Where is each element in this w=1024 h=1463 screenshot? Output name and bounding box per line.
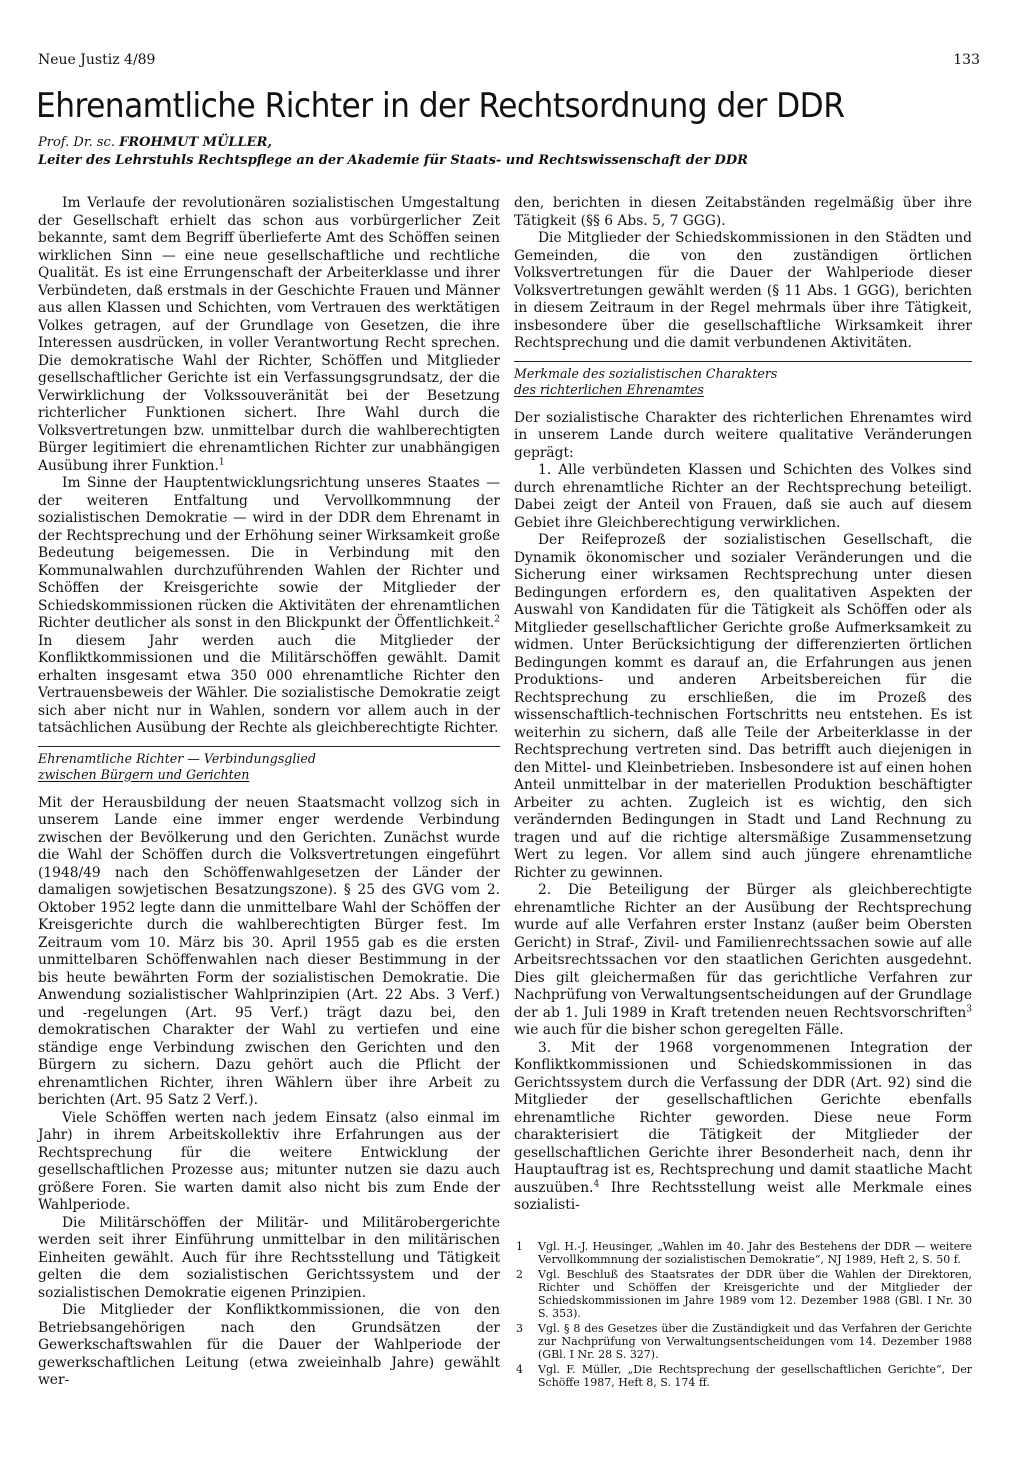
author-name: FROHMUT MÜLLER, <box>119 135 272 150</box>
paragraph: Die Mitglieder der Schiedskommissionen in den Städten und Gemeinden, die von den zuständigen örtlichen Volksvertretungen für die Dauer der Wahlperiode dieser Volksvertretungen gewählt werden (§ 11 Abs. 1 GGG), berichten in diesem Zeitraum in der Regel mehrmals über ihre Tätigkeit, insbesondere über die gesellschaftliche Wirksamkeit ihrer Rechtsprechung und die damit verbundenen Aktivitäten. <box>514 230 972 351</box>
author-prefix: Prof. Dr. sc. <box>38 135 115 150</box>
footnote-ref: 1 <box>218 456 225 467</box>
right-column <box>514 195 972 1215</box>
paragraph: 3. Mit der 1968 vorgenommenen Integration der Konfliktkommissionen und Schiedskommissionen in das Gerichtssystem durch die Verfassung der DDR (Art. 92) sind die Mitglieder der gesellschaftlichen Gerichte ebenfalls ehrenamtliche Richter geworden. Diese neue Form charakterisiert die Tätigkeit der Mitglieder der gesellschaftlichen Gerichte ihrer Besonderheit nach, denn ihr Hauptauftrag ist es, Rechtsprechung und damit staatliche Macht auszuüben.$^4$ Ihre Rechtsstellung weist alle Merkmale eines sozialisti- <box>514 1039 972 1213</box>
paragraph: den, berichten in diesen Zeitabständen regelmäßig über ihre Tätigkeit (§§ 6 Abs. 5, 7 GGG). <box>514 195 972 229</box>
footnote <box>514 1240 972 1266</box>
author-line <box>38 134 988 152</box>
section-heading: Ehrenamtliche Richter — Verbindungsglied zwischen Bürgern und Gerichten <box>38 750 316 782</box>
author-affiliation: Leiter des Lehrstuhls Rechtspflege an der Akademie für Staats- und Rechtswissenschaft der DDR <box>38 153 748 168</box>
paragraph: Im Verlaufe der revolutionären sozialistischen Umgestaltung der Gesellschaft erhielt das schon aus vorbürgerlicher Zeit bekannte, samt dem Begriff überlieferte Amt des Schöffen seinen wirklichen Sinn — eine neue gesellschaftliche und rechtliche Qualität. Es ist eine Errungenschaft der Arbeiterklasse und ihrer Verbündeten, daß erstmals in der Geschichte Frauen und Männer aus allen Klassen und Schichten, vom Vertrauen des werktätigen Volkes getragen, auf der Grundlage von Gesetzen, die ihre Interessen ausdrücken, in voller Verantwortung Recht sprechen. Die demokratische Wahl der Richter, Schöffen und Mitglieder gesellschaftlicher Gerichte ist ein Verfassungsgrundsatz, der die Verwirklichung der Volkssouveränität bei der Besetzung richterlicher Funktionen sichert. Ihre Wahl durch die Volksvertretungen bzw. unmittelbar durch die wahlberechtigten Bürger legitimiert die ehrenamtlichen Richter zur unabhängigen Ausübung ihrer Funktion.$^1$ <box>38 195 500 474</box>
footnote-text: Vgl. F. Müller, „Die Rechtsprechung der gesellschaftlichen Gerichte“, Der Schöffe 1987, Heft 8, S. 174 ff. <box>538 1363 972 1389</box>
paragraph: 1. Alle verbündeten Klassen und Schichten des Volkes sind durch ehrenamtliche Richter an der Rechtsprechung beteiligt. Dabei zeigt der Anteil von Frauen, daß sie auch auf diesem Gebiet ihre Gleichberechtigung verwirklichen. <box>514 462 972 531</box>
paragraph: Viele Schöffen werten nach jedem Einsatz (also einmal im Jahr) in ihrem Arbeitskollektiv ihre Erfahrungen aus der Rechtsprechung für die weitere Entwicklung der gesellschaftlichen Prozesse aus; mitunter nutzen sie dazu auch größere Foren. Sie warten damit also nicht bis zum Ende der Wahlperiode. <box>38 1109 500 1213</box>
paragraph: Der Reifeprozeß der sozialistischen Gesellschaft, die Dynamik ökonomischer und sozialer Veränderungen und die Sicherung einer wirksamen Rechtsprechung unter diesen Bedingungen erfordern es, den qualitativen Aspekten der Auswahl von Kandidaten für die Tätigkeit als Schöffen oder als Mitglieder gesellschaftlicher Gerichte große Aufmerksamkeit zu widmen. Unter Berücksichtigung der differenzierten örtlichen Bedingungen kommt es darauf an, die Erfahrungen aus jenen Produktions- und anderen Arbeitsbereichen für die Rechtsprechung zu erschließen, die im Prozeß des wissenschaftlich-technischen Fortschritts neu entstehen. Es ist weiterhin zu sichern, daß alle Teile der Arbeiterklasse in der Rechtsprechung vertreten sind. Das betrifft auch diejenigen in den Mittel- und Kleinbetrieben. Insbesondere ist auf einen hohen Anteil unmittelbar in der materiellen Produktion beschäftigter Arbeiter zu achten. Zugleich ist es wichtig, den sich verändernden Bedingungen in Stadt und Land Rechnung zu tragen und auf die richtige altersmäßige Zusammensetzung Wert zu legen. Vor allem sind auch jüngere ehrenamtliche Richter zu gewinnen. <box>514 532 972 881</box>
paragraph: Die Mitglieder der Konfliktkommissionen, die von den Betriebsangehörigen nach den Grundsätzen der Gewerkschaftswahlen für die Dauer der Wahlperiode der gewerkschaftlichen Leitung (etwa zweieinhalb Jahre) gewählt wer- <box>38 1302 500 1388</box>
footnote-ref: 2 <box>494 614 500 625</box>
journal-issue: Neue Justiz 4/89 <box>38 52 156 68</box>
footnote-number: 2 <box>516 1268 523 1281</box>
footnote <box>514 1322 972 1361</box>
paragraph: Mit der Herausbildung der neuen Staatsmacht vollzog sich in unserem Lande eine immer enger werdende Verbindung zwischen der Bevölkerung und den Gerichten. Zunächst wurde die Wahl der Schöffen durch die Volksvertretungen eingeführt (1948/49 nach den Schöffenwahlgesetzen der Länder der damaligen sowjetischen Besatzungszone). § 25 des GVG vom 2. Oktober 1952 legte dann die unmittelbare Wahl der Schöffen der Kreisgerichte durch die wahlberechtigten Bürger fest. Im Zeitraum vom 10. März bis 30. April 1955 gab es die ersten unmittelbaren Schöffenwahlen nach dieser Bestimmung in der bis heute bewährten Form der sozialistischen Demokratie. Die Anwendung sozialistischer Wahlprinzipien (Art. 22 Abs. 3 Verf.) und -regelungen (Art. 95 Verf.) trägt dazu bei, den demokratischen Charakter der Wahl zu vertiefen und eine ständige enge Verbindung zwischen den Gerichten und den Bürgern zu sichern. Dazu gehört auch die Pflicht der ehrenamtlichen Richter, ihren Wählern über ihre Arbeit zu berichten (Art. 95 Satz 2 Verf.). <box>38 794 500 1108</box>
footnote-ref: 3 <box>966 1003 972 1014</box>
paragraph: Die Militärschöffen der Militär- und Militärobergerichte werden seit ihrer Einführung unmittelbar in den militärischen Einheiten gewählt. Auch für ihre Rechtsstellung und Tätigkeit gelten die dem sozialistischen Gerichtssystem und der sozialistischen Demokratie eigenen Prinzipien. <box>38 1214 500 1301</box>
paragraph: Im Sinne der Hauptentwicklungsrichtung unseres Staates — der weiteren Entfaltung und Vervollkommnung der sozialistischen Demokratie — wird in der DDR dem Ehrenamt in der Rechtsprechung und der Erhöhung seiner Wirksamkeit große Bedeutung beigemessen. Die in Verbindung mit den Kommunalwahlen durchzuführenden Wahlen der Richter und Schöffen der Kreisgerichte sowie der Mitglieder der Schiedskommissionen rücken die Aktivitäten der ehrenamtlichen Richter deutlicher als sonst in den Blickpunkt der Öffentlichkeit.$^2$ In diesem Jahr werden auch die Mitglieder der Konfliktkommissionen und die Militärschöffen gewählt. Damit erhalten insgesamt etwa 350 000 ehrenamtliche Richter den Vertrauensbeweis der Wähler. Die sozialistische Demokratie zeigt sich aber nicht nur in Wahlen, sondern vor allem auch in der tatsächlichen Ausübung der Rechte als gleichberechtigte Richter. <box>38 475 500 736</box>
section-heading: Merkmale des sozialistischen Charakters des richterlichen Ehrenamtes <box>514 365 778 397</box>
section-rule <box>38 746 500 747</box>
footnote <box>514 1363 972 1389</box>
footnote-number: 3 <box>516 1322 523 1335</box>
footnote <box>514 1268 972 1320</box>
running-header <box>38 52 980 72</box>
article-title: Ehrenamtliche Richter in der Rechtsordnung der DDR <box>36 86 845 126</box>
page-number: 133 <box>953 52 980 68</box>
section-rule <box>514 361 972 362</box>
paragraph: Der sozialistische Charakter des richterlichen Ehrenamtes wird in unserem Lande durch weitere qualitative Veränderungen geprägt: <box>514 409 972 461</box>
footnote-text: Vgl. Beschluß des Staatsrates der DDR über die Wahlen der Direktoren, Richter und Schöffen der Kreisgerichte und der Mitglieder der Schiedskommissionen im Jahre 1989 vom 12. Dezember 1988 (GBl. I Nr. 30 S. 353). <box>538 1268 972 1320</box>
footnote-ref: 4 <box>593 1178 600 1189</box>
footnote-text: Vgl. § 8 des Gesetzes über die Zuständigkeit und das Verfahren der Gerichte zur Nachprüfung von Verwaltungsentscheidungen vom 14. Dezember 1988 (GBl. I Nr. 28 S. 327). <box>538 1322 972 1361</box>
paragraph: 2. Die Beteiligung der Bürger als gleichberechtigte ehrenamtliche Richter an der Ausübung der Rechtsprechung wurde auf alle Verfahren erster Instanz (außer beim Obersten Gericht) in Straf-, Zivil- und Familienrechtssachen sowie auf alle Arbeitsrechtssachen vor den staatlichen Gerichten ausgedehnt. Dies gilt gleichermaßen für das gerichtliche Verfahren zur Nachprüfung von Verwaltungsentscheidungen auf der Grundlage der ab 1. Juli 1989 in Kraft tretenden neuen Rechtsvorschriften$^3$ wie auch für die bisher schon geregelten Fälle. <box>514 882 972 1038</box>
footnote-number: 4 <box>516 1363 523 1376</box>
footnote-text: Vgl. H.-J. Heusinger, „Wahlen im 40. Jahr des Bestehens der DDR — weitere Vervollkommnung der sozialistischen Demokratie“, NJ 1989, Heft 2, S. 50 f. <box>538 1240 972 1266</box>
footnote-number: 1 <box>516 1240 523 1253</box>
footnotes <box>514 1240 972 1391</box>
left-column <box>38 195 500 1390</box>
